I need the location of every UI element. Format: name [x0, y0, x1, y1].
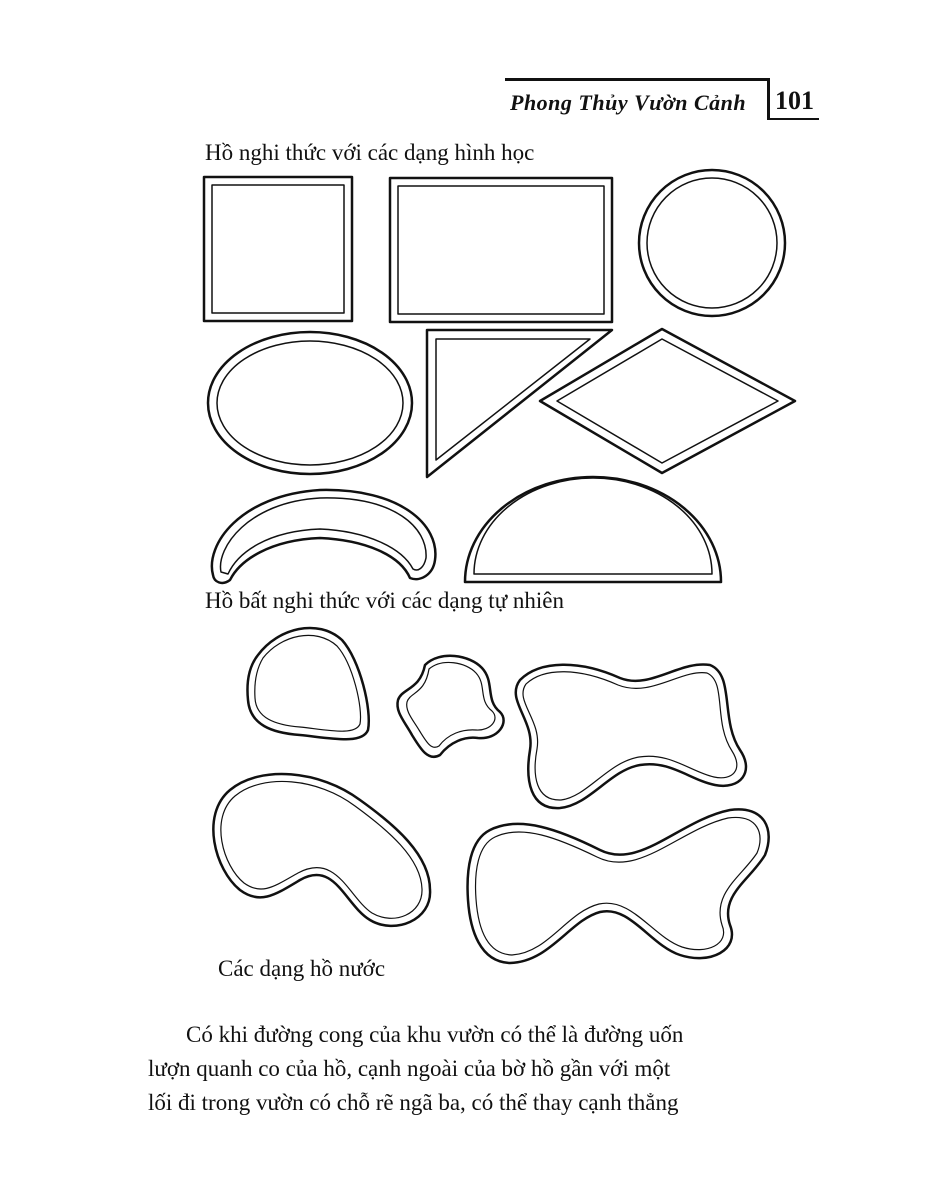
blob-pond-shape-3	[516, 664, 746, 808]
half-circle-pond-shape	[465, 477, 721, 582]
page-number: 101	[775, 86, 814, 115]
blob-pond-shape-2	[397, 656, 503, 757]
caption-formal-ponds: Hồ nghi thức với các dạng hình học	[205, 140, 535, 165]
running-title: Phong Thủy Vườn Cảnh	[510, 90, 747, 115]
diamond-pond-shape	[540, 329, 795, 473]
blob-pond-shape-4	[213, 774, 430, 926]
triangle-pond-shape	[427, 330, 612, 477]
crescent-pond-shape	[212, 490, 436, 583]
oval-pond-shape	[208, 332, 412, 474]
circle-pond-shape	[639, 170, 785, 316]
body-line-3: lối đi trong vườn có chỗ rẽ ngã ba, có thể thay cạnh thẳng	[148, 1090, 679, 1115]
rectangle-pond-shape	[390, 178, 612, 322]
body-line-2: lượn quanh co của hồ, cạnh ngoài của bờ hồ gần với một	[148, 1056, 671, 1081]
body-paragraph	[148, 1018, 828, 1120]
blob-pond-shape-1	[247, 628, 368, 739]
body-line-1: Có khi đường cong của khu vườn có thể là đường uốn	[186, 1022, 684, 1047]
square-pond-shape	[204, 177, 352, 321]
blob-pond-shape-5	[468, 809, 769, 963]
caption-informal-ponds: Hồ bất nghi thức với các dạng tự nhiên	[205, 588, 565, 613]
caption-pond-shapes: Các dạng hồ nước	[218, 956, 386, 981]
